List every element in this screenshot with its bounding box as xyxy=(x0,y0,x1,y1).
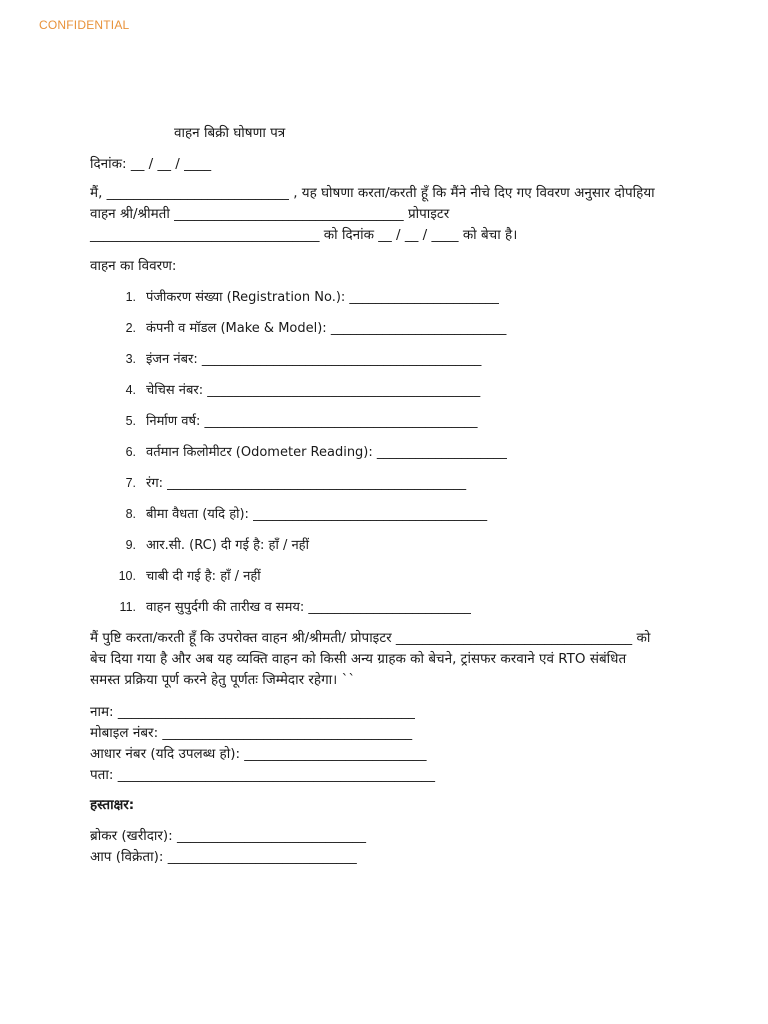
aadhaar-field: आधार नंबर (यदि उपलब्ध हो): ___________________________ xyxy=(90,746,427,762)
signature-fields xyxy=(90,826,680,868)
confidential-label: CONFIDENTIAL xyxy=(39,18,130,32)
list-item: 11. वाहन सुपुर्दगी की तारीख व समय: _________________________ xyxy=(119,600,471,615)
name-field: नाम: ____________________________________________ xyxy=(90,704,415,720)
confirmation-paragraph xyxy=(90,628,680,691)
list-item: 8. बीमा वैधता (यदि हो): ____________________________________ xyxy=(125,507,488,522)
mobile-field: मोबाइल नंबर: _____________________________________ xyxy=(90,725,413,741)
vehicle-details-list xyxy=(90,288,507,629)
list-item: 4. चेचिस नंबर: __________________________________________ xyxy=(125,383,481,398)
confirmation-line-2: बेच दिया गया है और अब यह व्यक्ति वाहन को किसी अन्य ग्राहक को बेचने, ट्रांसफर करवाने एवं RTO संबंधित xyxy=(90,651,627,667)
list-item: 3. इंजन नंबर: ___________________________________________ xyxy=(125,352,482,367)
confirmation-line-3: समस्त प्रक्रिया पूर्ण करने हेतु पूर्णतः जिम्मेदार रहेगा। `` xyxy=(90,672,356,688)
list-item: 10. चाबी दी गई है: हाँ / नहीं xyxy=(118,569,261,584)
details-heading: वाहन का विवरण: xyxy=(90,258,177,274)
seller-signature-field: आप (विक्रेता): ____________________________ xyxy=(90,849,357,865)
list-item: 9. आर.सी. (RC) दी गई है: हाँ / नहीं xyxy=(125,538,309,553)
list-item: 5. निर्माण वर्ष: __________________________________________ xyxy=(125,414,478,429)
confirmation-line-1: मैं पुष्टि करता/करती हूँ कि उपरोक्त वाहन श्री/श्रीमती/ प्रोपाइटर ___________________________________ को xyxy=(90,630,651,646)
list-item: 7. रंग: ______________________________________________ xyxy=(125,476,467,491)
date-line: दिनांक: __ / __ / ____ xyxy=(90,156,212,172)
list-item: 2. कंपनी व मॉडल (Make & Model): ___________________________ xyxy=(125,321,507,336)
declaration-line-3: __________________________________ को दिनांक __ / __ / ____ को बेचा है। xyxy=(90,227,518,243)
list-item: 6. वर्तमान किलोमीटर (Odometer Reading): ____________________ xyxy=(125,445,507,460)
document-title: वाहन बिक्री घोषणा पत्र xyxy=(174,125,286,141)
address-field: पता: _______________________________________________ xyxy=(90,767,435,783)
declaration-line-1: मैं, ___________________________ , यह घोषणा करता/करती हूँ कि मैंने नीचे दिए गए विवरण अनुसार दोपहिया xyxy=(90,185,655,201)
broker-signature-field: ब्रोकर (खरीदार): ____________________________ xyxy=(90,828,367,844)
signature-heading: हस्ताक्षर: xyxy=(90,797,135,813)
declaration-line-2: वाहन श्री/श्रीमती __________________________________ प्रोपाइटर xyxy=(90,206,450,222)
list-item: 1. पंजीकरण संख्या (Registration No.): _______________________ xyxy=(125,290,499,305)
party-fields xyxy=(90,702,680,786)
declaration-paragraph xyxy=(90,183,680,246)
